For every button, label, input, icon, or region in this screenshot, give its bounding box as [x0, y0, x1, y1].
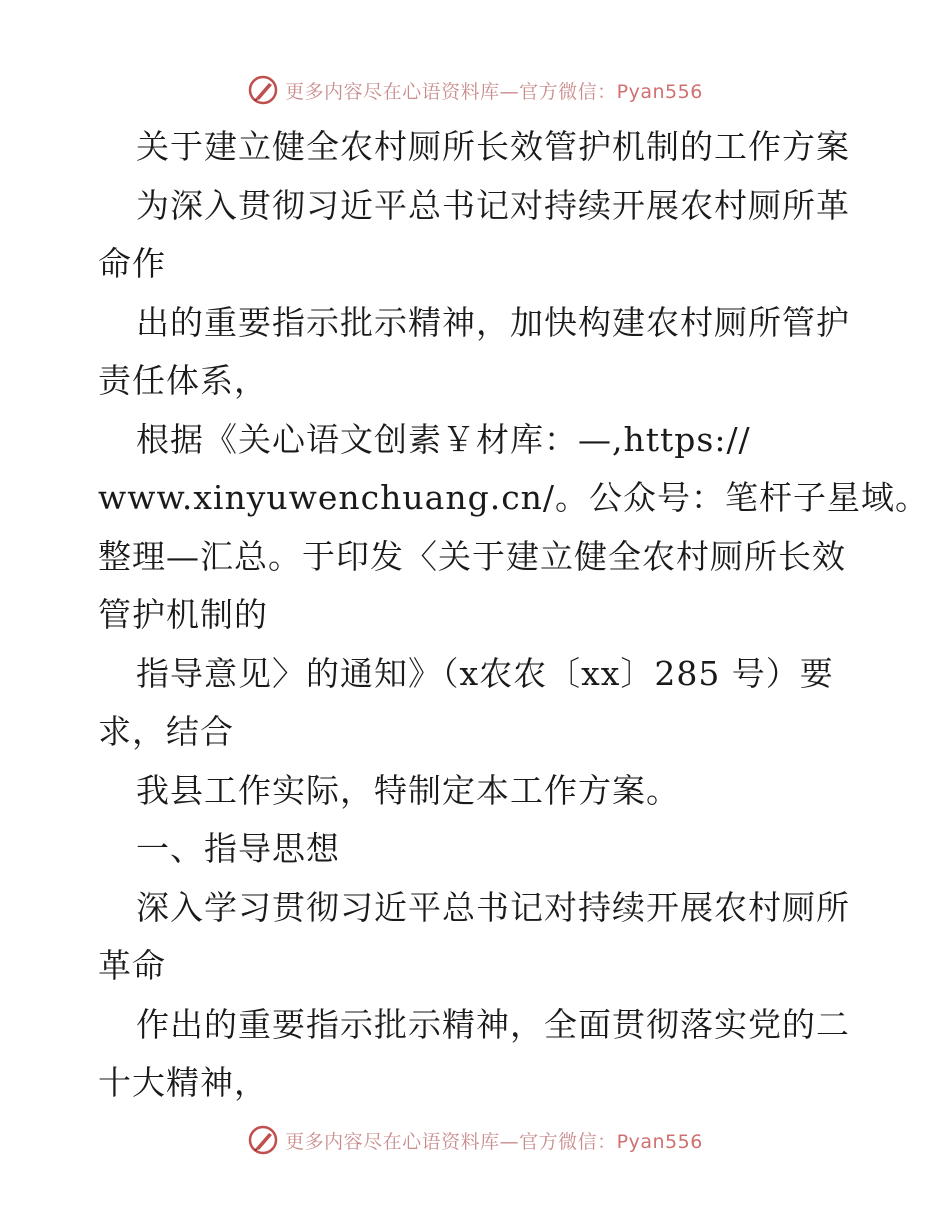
header-watermark — [0, 70, 950, 110]
text-line: www.xinyuwenchuang.cn/。公众号：笔杆子星域。 — [98, 478, 930, 517]
text-line: 十大精神， — [98, 1063, 268, 1102]
text-line: 关于建立健全农村厕所长效管护机制的工作方案 — [136, 127, 850, 166]
text-line: 深入学习贯彻习近平总书记对持续开展农村厕所 — [136, 887, 850, 927]
red-quill-seal-icon — [247, 74, 279, 106]
text-line: 指导意见〉的通知》（x农农〔xx〕285 号）要 — [136, 653, 834, 693]
watermark-text: 更多内容尽在心语资料库—官方微信：Pyan556 — [285, 1130, 703, 1153]
watermark-text: 更多内容尽在心语资料库—官方微信：Pyan556 — [285, 80, 703, 103]
document-body — [98, 118, 930, 1113]
text-line: 作出的重要指示批示精神，全面贯彻落实党的二 — [136, 1004, 850, 1044]
text-line: 管护机制的 — [98, 595, 268, 634]
red-quill-seal-icon — [247, 1124, 279, 1156]
text-line: 一、指导思想 — [136, 829, 340, 868]
text-line: 求，结合 — [98, 712, 234, 751]
text-line: 命作 — [98, 244, 166, 283]
text-line: 我县工作实际，特制定本工作方案。 — [136, 770, 680, 810]
footer-watermark — [0, 1120, 950, 1160]
text-line: 整理—汇总。于印发〈关于建立健全农村厕所长效 — [98, 536, 846, 576]
text-line: 责任体系， — [98, 361, 268, 400]
text-line: 根据《关心语文创素￥材库：—,https:// — [136, 419, 751, 459]
text-line: 出的重要指示批示精神，加快构建农村厕所管护 — [136, 302, 850, 342]
text-line: 革命 — [98, 946, 166, 985]
text-line: 为深入贯彻习近平总书记对持续开展农村厕所革 — [136, 185, 850, 225]
